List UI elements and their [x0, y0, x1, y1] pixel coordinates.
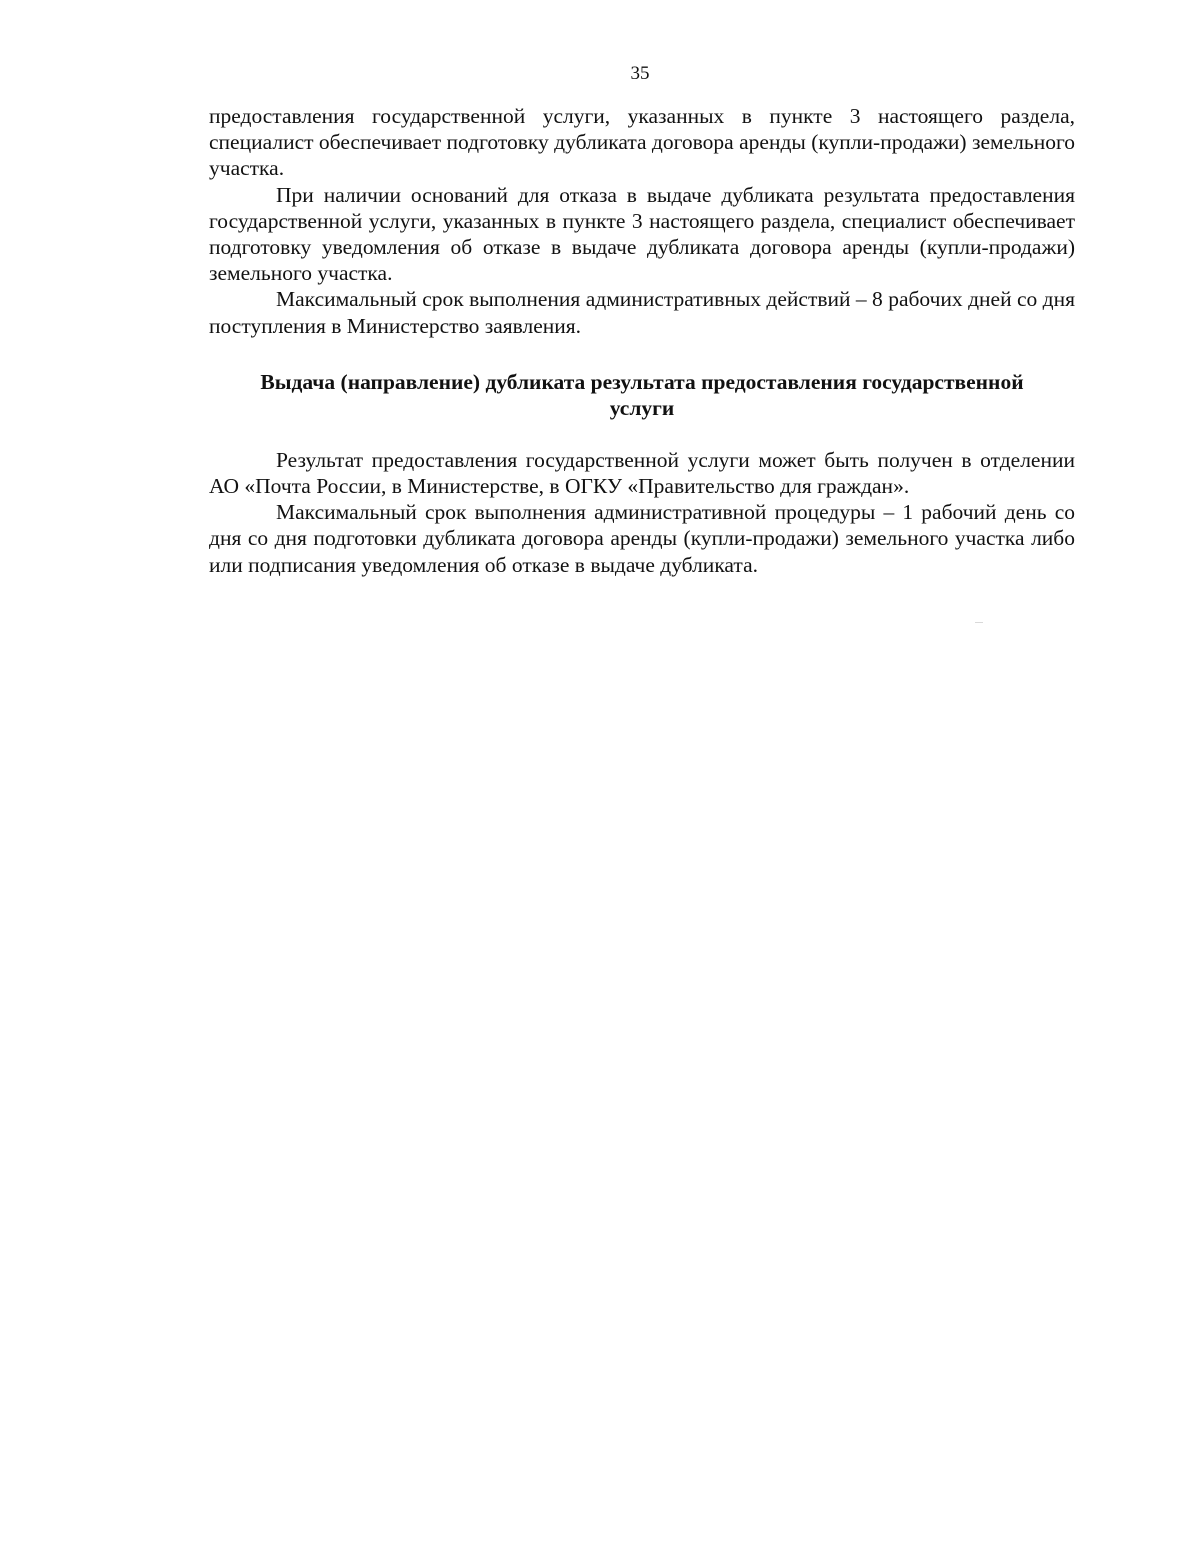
page-number: 35: [630, 63, 650, 84]
paragraph-refusal-grounds: При наличии оснований для отказа в выдаче дубликата результата предоставления государственной услуги, указанных в пункте 3 настоящего раздела, специалист обеспечивает подготовку уведомления об отказе в выдаче дубликата договора аренды (купли-продажи) земельного участка.: [209, 182, 1075, 286]
paragraph-max-term-procedure: Максимальный срок выполнения административной процедуры – 1 рабочий день со дня со дня подготовки дубликата договора аренды (купли-продажи) земельного участка либо или подписания уведомления об отказе в выдаче дубликата.: [209, 500, 1075, 577]
paragraph-max-term-actions: Максимальный срок выполнения административных действий – 8 рабочих дней со дня поступления в Министерство заявления.: [209, 287, 1075, 338]
document-body: [209, 103, 1075, 578]
paragraph-continuation: предоставления государственной услуги, указанных в пункте 3 настоящего раздела, специалист обеспечивает подготовку дубликата договора аренды (купли-продажи) земельного участка.: [209, 104, 1075, 181]
paragraph-result-delivery: Результат предоставления государственной услуги может быть получен в отделении АО «Почта России, в Министерстве, в ОГКУ «Правительство для граждан».: [209, 447, 1075, 499]
scan-speck: [975, 622, 983, 623]
section-heading: Выдача (направление) дубликата результата предоставления государственной услуги: [260, 369, 1024, 420]
